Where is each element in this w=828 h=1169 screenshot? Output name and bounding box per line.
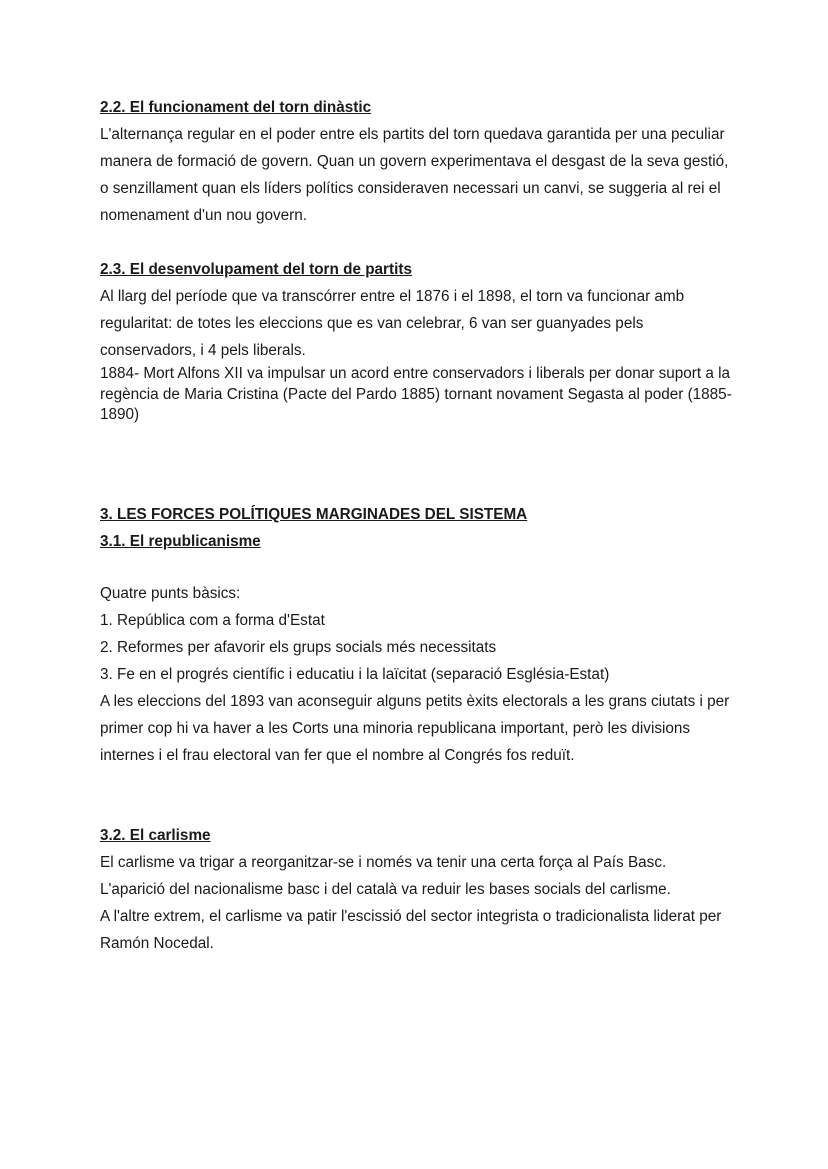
paragraph-carlisme-2: L'aparició del nacionalisme basc i del català va reduir les bases socials del carlisme. (100, 880, 671, 898)
section-heading-2-2: 2.2. El funcionament del torn dinàstic (100, 99, 372, 116)
section-heading-3: 3. LES FORCES POLÍTIQUES MARGINADES DEL SISTEMA (100, 505, 528, 523)
paragraph-carlisme-1: El carlisme va trigar a reorganitzar-se i només va tenir una certa força al País Basc. (100, 853, 667, 871)
section-heading-3-1: 3.1. El republicanisme (100, 532, 261, 550)
paragraph-torn-partits: Al llarg del període que va transcórrer entre el 1876 i el 1898, el torn va funcionar amb regularitat: de totes les eleccions que es van celebrar, 6 van ser guanyades pels conservadors, i 4 pels liberals. (100, 288, 685, 359)
paragraph-pacte-pardo: 1884- Mort Alfons XII va impulsar un acord entre conservadors i liberals per donar suport a la regència de Maria Cristina (Pacte del Pardo 1885) tornant novament Segasta al poder (1885-1890) (100, 365, 732, 423)
list-item-republica: 1. República com a forma d'Estat (100, 611, 325, 629)
paragraph-quatre-punts-intro: Quatre punts bàsics: (100, 584, 241, 602)
document-content (100, 94, 732, 957)
paragraph-eleccions-1893: A les eleccions del 1893 van aconseguir alguns petits èxits electorals a les grans ciutats i per primer cop hi va haver a les Corts una minoria republicana important, però les divisions internes i el frau electoral van fer que el nombre al Congrés fos reduït. (100, 692, 730, 764)
list-item-progres: 3. Fe en el progrés científic i educatiu i la laïcitat (separació Església-Estat) (100, 665, 610, 683)
section-heading-3-2: 3.2. El carlisme (100, 826, 211, 844)
section-heading-2-3: 2.3. El desenvolupament del torn de partits (100, 261, 412, 278)
list-item-reformes: 2. Reformes per afavorir els grups socials més necessitats (100, 638, 497, 656)
paragraph-torn-dinastic: L'alternança regular en el poder entre els partits del torn quedava garantida per una peculiar manera de formació de govern. Quan un govern experimentava el desgast de la seva gestió, o senzillament quan els líders polítics consideraven necessari un canvi, se suggeria al rei el nomenament d'un nou govern. (100, 126, 729, 224)
paragraph-carlisme-3: A l'altre extrem, el carlisme va patir l'escissió del sector integrista o tradicionalista liderat per Ramón Nocedal. (100, 907, 722, 952)
